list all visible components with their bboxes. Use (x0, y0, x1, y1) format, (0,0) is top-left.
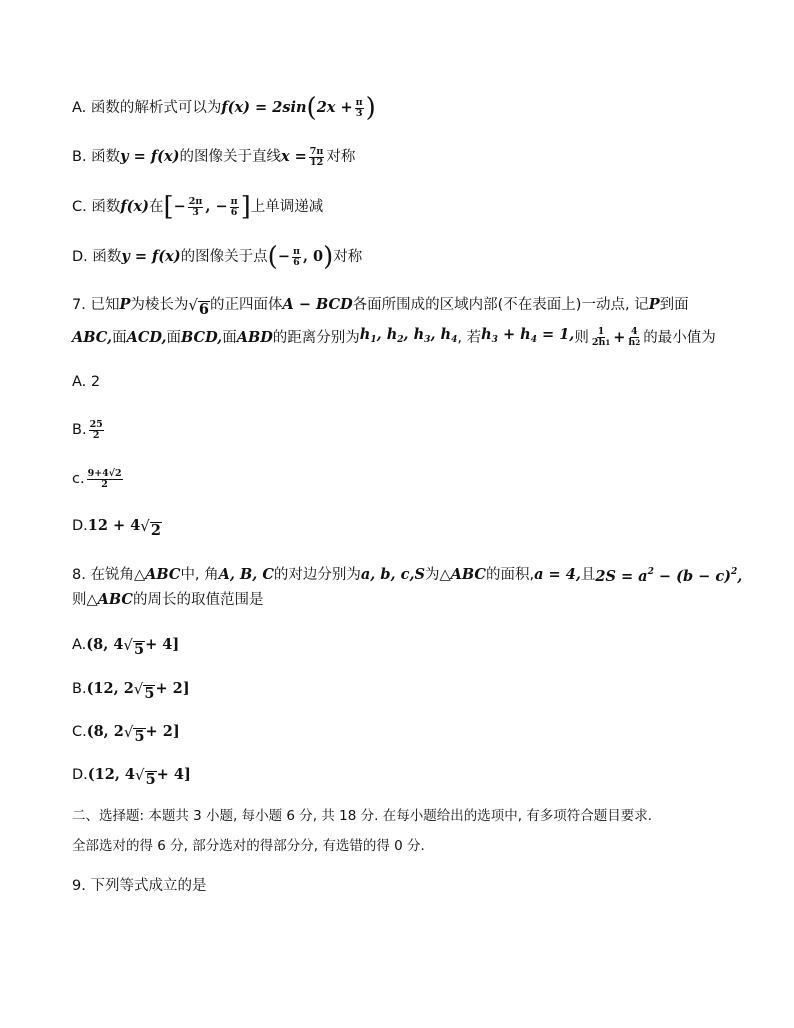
comma-minus: , − (205, 198, 228, 215)
option-d-expr: y = f(x) (121, 248, 181, 265)
sub: 2 (635, 338, 641, 347)
option-text: A. 2 (72, 374, 101, 390)
q8-text: 且 (580, 566, 596, 583)
radical-sign: √ (123, 636, 133, 654)
q9-text: 9. 下列等式成立的是 (72, 878, 207, 894)
q8-option-d (72, 763, 191, 787)
option-d-tail: 对称 (333, 249, 363, 265)
option-c (72, 192, 324, 222)
h-list: $h_1$, $h_2$, $h_3$, $h_4$ (359, 326, 458, 345)
q8-text: 中, 角 (180, 566, 219, 583)
frac-den: 6 (293, 256, 300, 268)
q8-option-a (72, 633, 179, 657)
option-label: D. (72, 518, 88, 534)
option-expr: 12 + 4 (87, 517, 141, 534)
face-abd: ABD (236, 328, 273, 346)
a-equals-4: a = 4, (534, 565, 581, 583)
option-expr: (8, 4 (86, 636, 124, 653)
condition (481, 323, 574, 352)
h: h (520, 326, 531, 343)
frac-num: 2π (188, 195, 203, 207)
q7-text: 则 (574, 329, 589, 346)
q8-line-2 (72, 588, 263, 612)
q7-tetrahedron: A − BCD (282, 296, 353, 313)
q8-text: 的面积, (485, 566, 535, 583)
option-expr: + 2] (155, 680, 190, 697)
q7-option-d (72, 514, 162, 538)
sub: 4 (530, 335, 537, 345)
h: h (386, 326, 398, 343)
face-bcd: BCD, (181, 328, 223, 346)
section-2-line-2: 全部选对的得 6 分, 部分选对的得部分分, 有选错的得 0 分. (72, 838, 425, 854)
frac-den: 3 (192, 206, 199, 218)
option-expr: + 4] (145, 636, 180, 653)
fraction-1-2h1 (591, 327, 611, 348)
sup: 2 (647, 567, 654, 577)
radical-sign: √ (135, 766, 145, 784)
option-expr: + 2] (145, 723, 180, 740)
option-b-tail: 对称 (326, 149, 356, 165)
option-d-mid: 的图像关于点 (180, 249, 268, 265)
q7-text: 的距离分别为 (272, 329, 360, 346)
radical-sign: √ (188, 296, 198, 314)
sqrt-6 (188, 293, 210, 317)
radicand: 2 (150, 522, 161, 539)
frac-den (627, 338, 641, 348)
bracket-close: ] (240, 192, 251, 222)
option-label: c. (72, 471, 85, 487)
option-b (72, 145, 355, 169)
q7-text: 为棱长为 (130, 297, 189, 313)
triangle-abc: ABC (97, 591, 133, 608)
q7-text: 面 (166, 329, 182, 346)
frac-num: π (230, 195, 238, 207)
fraction-25-2 (89, 420, 104, 441)
option-c-fx: f(x) (120, 198, 149, 215)
frac-den: 12 (309, 156, 324, 168)
frac-den (591, 338, 611, 348)
h: h (481, 326, 492, 343)
q7-option-c (72, 467, 125, 491)
angles: A, B, C (218, 565, 274, 583)
fraction-4-h2 (627, 327, 641, 348)
option-c-label: C. 函数 (72, 199, 121, 215)
den-text: h (628, 337, 636, 348)
area-s: S (414, 565, 425, 583)
sqrt-5 (135, 763, 157, 787)
q7-line-1 (72, 293, 689, 317)
frac-num: 1 (597, 326, 605, 337)
paren-close: ) (365, 93, 376, 123)
plus: + (497, 326, 521, 343)
frac-num: 25 (89, 418, 103, 430)
face-abc: ABC, (72, 328, 113, 346)
frac-den: 2 (92, 429, 100, 441)
section-2-line-1: 二、选择题: 本题共 3 小题, 每小题 6 分, 共 18 分. 在每小题给出的选项中, 有多项符合题目要求. (72, 808, 653, 824)
plus: + (613, 328, 626, 346)
paren-close: ) (323, 242, 334, 272)
eq-part: − (b − c) (653, 568, 732, 585)
eq-part: 2S = a (595, 568, 648, 585)
q7-text: 7. 已知 (72, 297, 120, 313)
sqrt-5 (134, 677, 156, 701)
option-a (72, 93, 376, 123)
option-label: B. (72, 422, 87, 438)
option-b-expr: y = f(x) (120, 148, 180, 165)
fraction-pi-6 (292, 247, 301, 268)
q8-text: 为△ (425, 566, 451, 583)
frac-num: 9+4√2 (87, 467, 122, 479)
sub: 2 (397, 335, 404, 345)
sup: 2 (731, 567, 738, 577)
option-d (72, 242, 363, 272)
radicand: 5 (133, 641, 145, 658)
frac-den: 6 (230, 206, 238, 218)
option-label: B. (72, 681, 87, 697)
option-expr: (12, 4 (87, 766, 136, 783)
q8-option-c (72, 720, 180, 744)
fraction-pi-3 (355, 98, 364, 119)
q7-option-a (72, 370, 100, 394)
frac-num: π (292, 245, 300, 257)
radical-sign: √ (123, 723, 134, 741)
option-expr: + 4] (156, 766, 191, 783)
q8-text: 的对边分别为 (273, 566, 361, 583)
q8-option-b (72, 677, 190, 701)
q7-text: 的最小值为 (643, 329, 716, 346)
radicand: 5 (145, 771, 156, 788)
option-label: D. (72, 767, 88, 783)
fraction-7pi-12 (309, 147, 325, 168)
fraction-2pi-3 (188, 197, 204, 218)
option-a-inner: 2x + (316, 99, 353, 116)
sub: 1 (370, 335, 377, 345)
frac-num: π (355, 96, 363, 108)
paren-open: ( (306, 93, 317, 123)
option-a-fx: f(x) = 2sin (221, 99, 307, 116)
radicand: 5 (134, 728, 145, 745)
option-c-in: 在 (148, 199, 164, 215)
q7-text: , 若 (457, 329, 482, 346)
option-b-x: x = (280, 148, 307, 165)
triangle-abc: ABC (450, 565, 486, 583)
area-equation: $2S = a^2 - (b - c)^2$, (595, 567, 743, 585)
zero: , 0 (302, 248, 324, 265)
paren-open: ( (267, 242, 278, 272)
radicand: 6 (198, 301, 210, 318)
option-label: A. (72, 637, 87, 653)
h: h (413, 326, 425, 343)
radical-sign: √ (140, 517, 150, 535)
radical-sign: √ (133, 680, 144, 698)
option-c-tail: 上单调递减 (250, 199, 324, 215)
option-b-label: B. 函数 (72, 149, 121, 165)
sub: 4 (451, 335, 458, 345)
option-a-label: A. 函数的解析式可以为 (72, 100, 222, 116)
sqrt-5 (123, 633, 145, 657)
option-b-mid: 的图像关于直线 (179, 149, 281, 165)
h: h (359, 326, 371, 343)
q7-option-b (72, 418, 106, 442)
q7-text: 面 (112, 329, 127, 346)
den-text: 2h (591, 337, 606, 348)
q7-line-2 (72, 323, 716, 352)
sub: 3 (491, 335, 498, 345)
sides: a, b, c, (360, 565, 415, 583)
minus-sign: − (173, 198, 186, 215)
q8-text: 则△ (72, 592, 98, 608)
frac-num: 4 (630, 326, 638, 337)
q7-var-p: P (648, 296, 660, 313)
q7-text: 各面所围成的区域内部(不在表面上)一动点, 记 (352, 297, 649, 313)
sqrt-5 (124, 720, 146, 744)
q7-text: 面 (222, 329, 237, 346)
fraction-9-4sqrt2-2 (87, 469, 123, 490)
sub: 1 (605, 338, 611, 347)
option-expr: (12, 2 (86, 680, 134, 697)
radicand: 5 (144, 685, 155, 702)
sub: 3 (424, 335, 431, 345)
option-d-label: D. 函数 (72, 249, 122, 265)
frac-den: 2 (101, 478, 108, 490)
frac-den: 3 (355, 107, 363, 119)
bracket-open: [ (163, 192, 174, 222)
q8-text: 的周长的取值范围是 (132, 592, 264, 608)
face-acd: ACD, (126, 328, 167, 346)
option-expr: (8, 2 (86, 723, 124, 740)
fraction-pi-6 (230, 197, 239, 218)
triangle-abc: ABC (145, 565, 181, 583)
q8-text: 8. 在锐角△ (72, 566, 146, 583)
q7-var-p: P (119, 296, 131, 313)
equals-one: = 1, (536, 326, 575, 343)
h: h (440, 326, 452, 343)
q7-text: 到面 (659, 297, 689, 313)
sqrt-2 (140, 514, 162, 538)
q7-text: 的正四面体 (210, 297, 283, 313)
q8-line-1 (72, 560, 742, 589)
frac-num: 7π (309, 145, 324, 157)
option-label: C. (72, 724, 87, 740)
minus-sign: − (277, 248, 290, 265)
